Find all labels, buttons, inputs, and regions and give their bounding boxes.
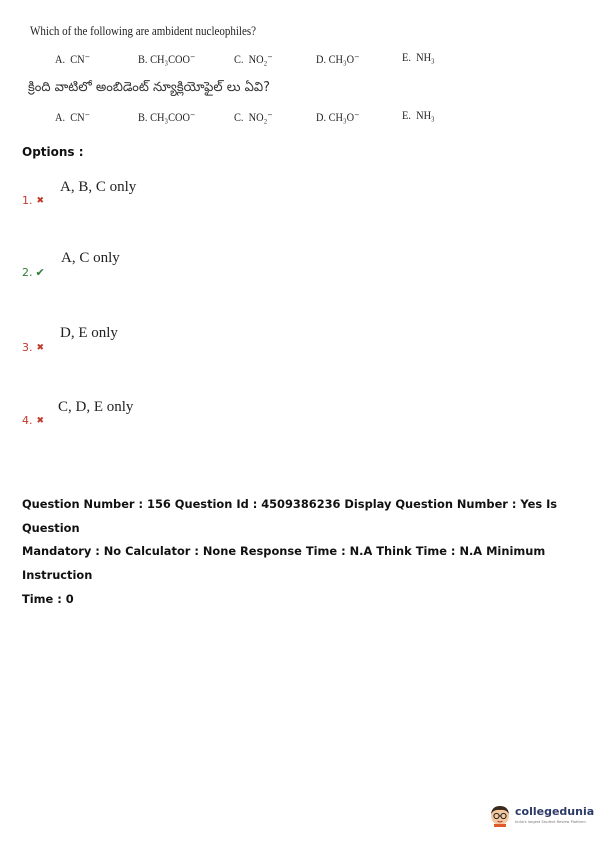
choice-4-number: 4. ✖	[22, 414, 45, 427]
question-metadata	[22, 493, 582, 612]
item-a: A. CN⁻	[55, 112, 91, 124]
item-d: D. CH₃O⁻	[316, 112, 360, 124]
choice-2-text[interactable]: A, C only	[61, 250, 120, 266]
mascot-icon	[488, 803, 512, 827]
question-text-english: Which of the following are ambident nucleophiles?	[30, 24, 257, 38]
metadata-line-2: Mandatory : No Calculator : None Response Time : N.A Think Time : N.A Minimum Instruction	[22, 544, 546, 583]
choice-4-text[interactable]: C, D, E only	[58, 399, 134, 415]
cross-icon: ✖	[36, 343, 45, 353]
cross-icon: ✖	[36, 416, 45, 426]
question-items-row-telugu	[0, 110, 595, 126]
item-c: C. NO₂⁻	[234, 112, 273, 124]
item-d: D. CH₃O⁻	[316, 54, 360, 66]
question-items-row-english	[0, 52, 595, 68]
choice-3-text[interactable]: D, E only	[60, 325, 118, 341]
metadata-line-1: Question Number : 156 Question Id : 4509386236 Display Question Number : Yes Is Question	[22, 497, 558, 535]
choice-1-number: 1. ✖	[22, 194, 45, 207]
choice-3-number: 3. ✖	[22, 341, 45, 354]
collegedunia-logo	[488, 799, 595, 831]
choice-2-number: 2. ✔	[22, 266, 45, 279]
item-b: B. CH₃COO⁻	[138, 112, 196, 124]
question-text-telugu: క్రింది వాటిలో అంబిడెంట్ న్యూక్లియోఫైల్ లు ఏవి?	[28, 80, 271, 95]
checkmark-icon: ✔	[35, 266, 45, 279]
item-e: E. NH₃	[402, 110, 435, 122]
item-b: B. CH₃COO⁻	[138, 54, 196, 66]
item-a: A. CN⁻	[55, 54, 91, 66]
metadata-line-3: Time : 0	[22, 591, 74, 606]
cross-icon: ✖	[36, 196, 45, 206]
item-c: C. NO₂⁻	[234, 54, 273, 66]
options-label: Options :	[22, 145, 84, 159]
logo-name: collegedunia	[515, 805, 595, 818]
choice-1-text[interactable]: A, B, C only	[60, 179, 137, 195]
item-e: E. NH₃	[402, 52, 435, 64]
logo-tagline: India's largest Student Review Platform	[515, 820, 586, 824]
